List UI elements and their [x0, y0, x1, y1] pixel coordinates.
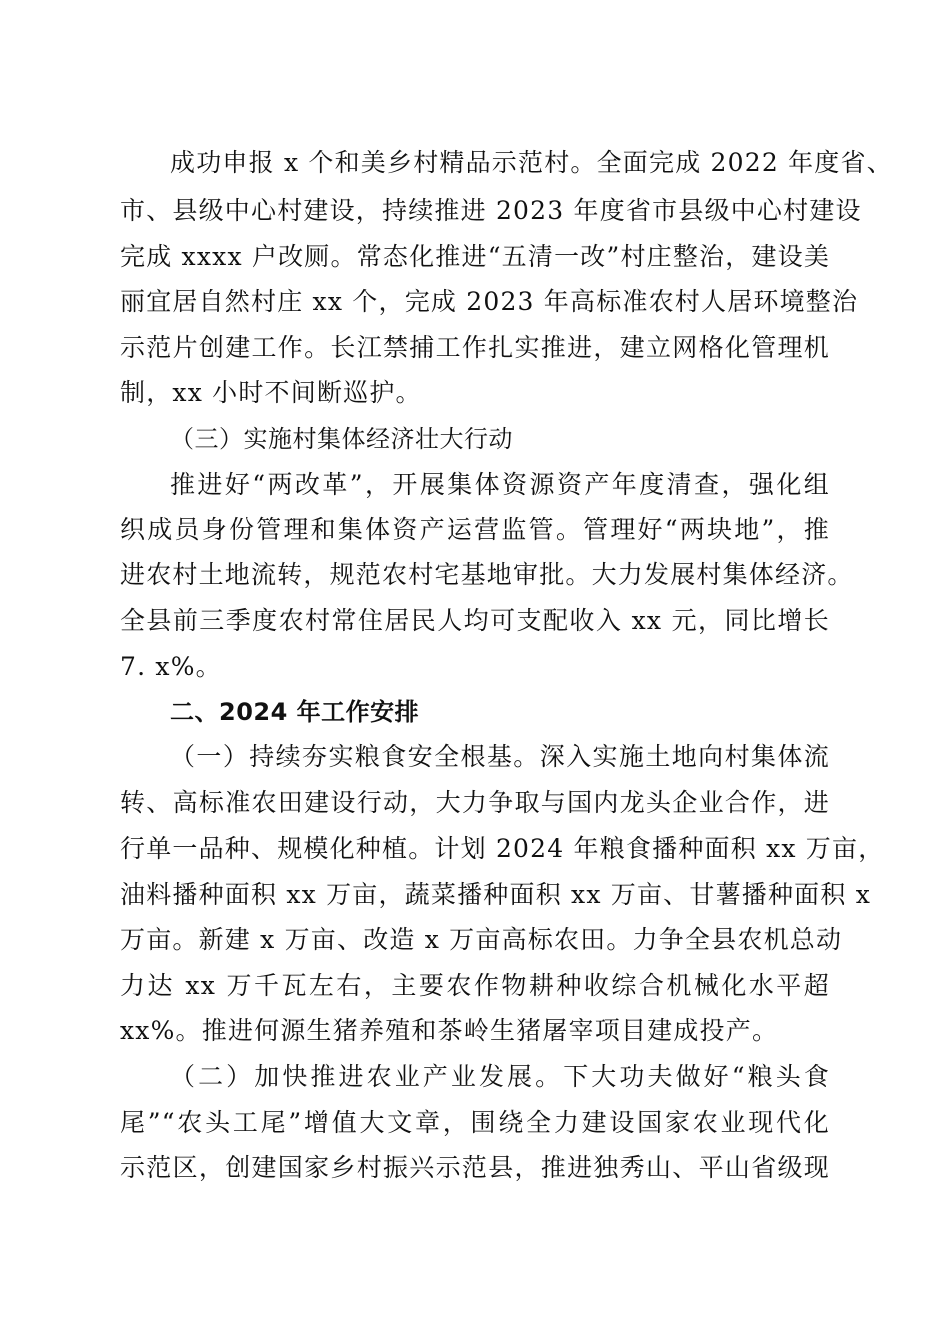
paragraph-line: xx%。推进何源生猪养殖和茶岭生猪屠宰项目建成投产。: [120, 1016, 779, 1045]
paragraph-line: 力达 xx 万千瓦左右，主要农作物耕种收综合机械化水平超: [120, 971, 830, 1000]
paragraph-line: 示范片创建工作。长江禁捕工作扎实推进，建立网格化管理机: [120, 333, 830, 362]
paragraph-line: （二）加快推进农业产业发展。下大功夫做好“粮头食: [170, 1062, 830, 1091]
paragraph-line: 市、县级中心村建设，持续推进 2023 年度省市县级中心村建设: [120, 196, 862, 225]
paragraph-line: 丽宜居自然村庄 xx 个，完成 2023 年高标准农村人居环境整治: [120, 287, 859, 316]
paragraph-line: 油料播种面积 xx 万亩，蔬菜播种面积 xx 万亩、甘薯播种面积 x: [120, 880, 872, 909]
paragraph-line: 制，xx 小时不间断巡护。: [120, 378, 422, 407]
paragraph-line: 推进好“两改革”，开展集体资源资产年度清查，强化组: [170, 470, 830, 499]
paragraph-line: 7. x%。: [120, 652, 222, 681]
paragraph-line: 万亩。新建 x 万亩、改造 x 万亩高标农田。力争全县农机总动: [120, 925, 843, 954]
chapter-heading: 二、2024 年工作安排: [170, 698, 420, 726]
section-heading: （三）实施村集体经济壮大行动: [170, 425, 513, 453]
paragraph-line: 全县前三季度农村常住居民人均可支配收入 xx 元，同比增长: [120, 606, 830, 635]
paragraph-line: （一）持续夯实粮食安全根基。深入实施土地向村集体流: [170, 742, 830, 771]
paragraph-line: 织成员身份管理和集体资产运营监管。管理好“两块地”，推: [120, 515, 830, 544]
paragraph-line: 转、高标准农田建设行动，大力争取与国内龙头企业合作，进: [120, 788, 830, 817]
paragraph-line: 完成 xxxx 户改厕。常态化推进“五清一改”村庄整治，建设美: [120, 242, 831, 271]
paragraph-line: 行单一品种、规模化种植。计划 2024 年粮食播种面积 xx 万亩，: [120, 834, 885, 863]
paragraph-line: 示范区，创建国家乡村振兴示范县，推进独秀山、平山省级现: [120, 1153, 830, 1182]
paragraph-line: 成功申报 x 个和美乡村精品示范村。全面完成 2022 年度省、: [170, 148, 893, 177]
paragraph-line: 尾”“农头工尾”增值大文章，围绕全力建设国家农业现代化: [120, 1108, 830, 1137]
paragraph-line: 进农村土地流转，规范农村宅基地审批。大力发展村集体经济。: [120, 560, 854, 589]
